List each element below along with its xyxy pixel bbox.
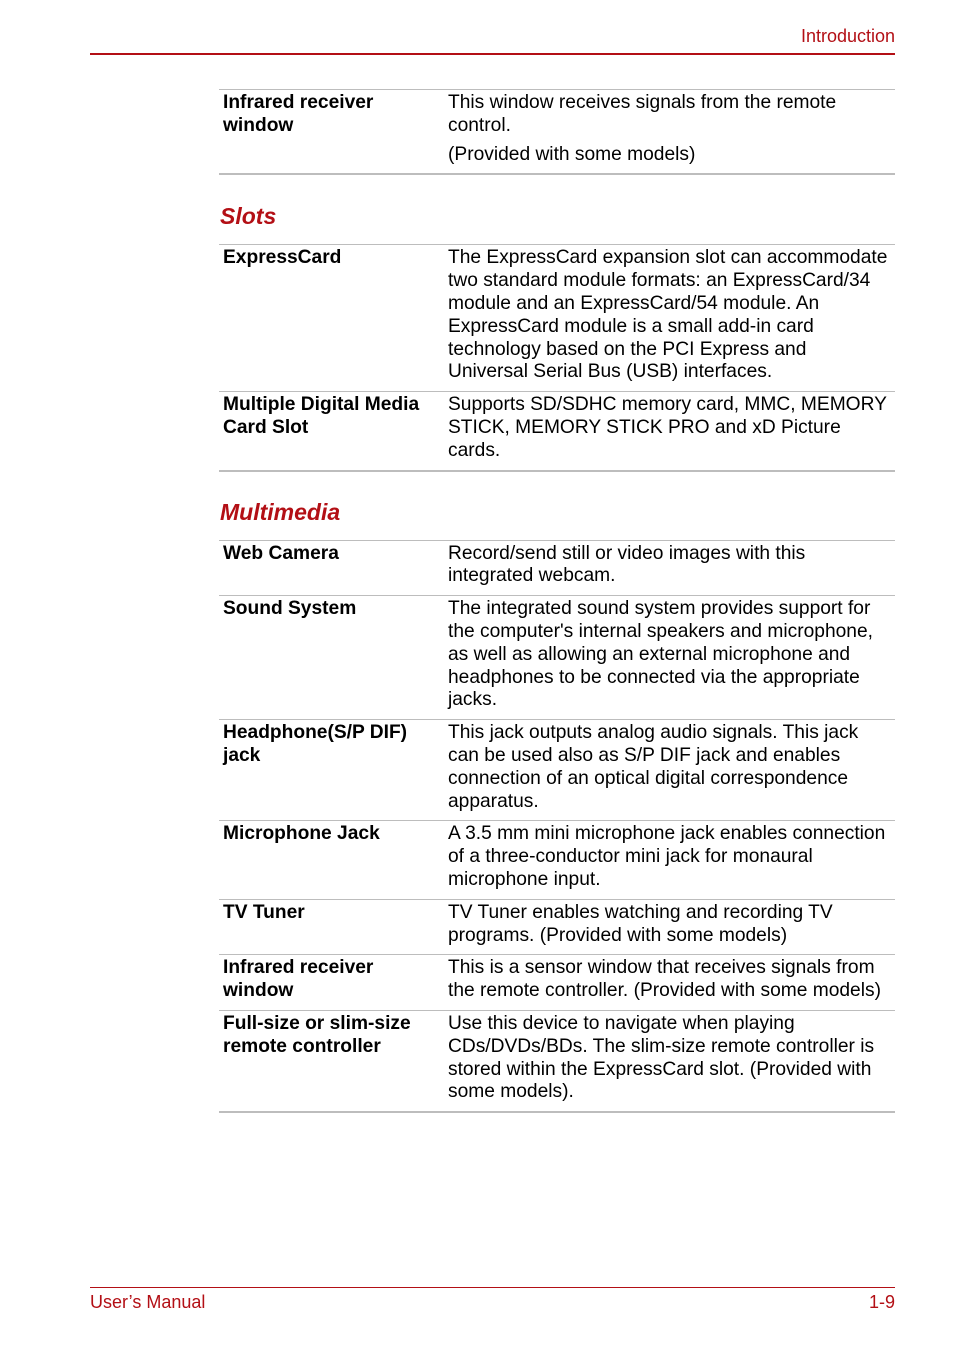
table-row: [219, 540, 895, 596]
header-rule: [90, 53, 895, 55]
footer-rule: [90, 1287, 895, 1288]
section-title-slots: Slots: [220, 203, 277, 230]
description-paragraph: This window receives signals from the remote control.: [448, 92, 837, 136]
page-content: [219, 89, 895, 1113]
table-row: [219, 596, 895, 720]
spec-description: [444, 899, 895, 955]
multimedia-table: [219, 540, 895, 1114]
description-paragraph: Record/send still or video images with this integrated webcam.: [448, 542, 806, 587]
page-number: 1-9: [868, 1292, 895, 1312]
spec-description: [444, 1010, 895, 1112]
description-paragraph: Use this device to navigate when playing CDs/DVDs/BDs. The slim-size remote controller is stored within the ExpressCard slot. (Provided with some models).: [448, 1012, 875, 1103]
description-paragraph: (Provided with some models): [448, 143, 696, 165]
spec-term: Multiple Digital Media Card Slot: [223, 394, 420, 438]
table-row: [219, 90, 895, 175]
table-row: [219, 899, 895, 955]
description-paragraph: The ExpressCard expansion slot can accommodate two standard module formats: an ExpressCard/34 module and an ExpressCard/54 module. An ExpressCard module is a small add-in card technology based on the PCI Express and Universal Serial Bus (USB) interfaces.: [448, 247, 888, 383]
table-row: [219, 720, 895, 821]
table-row: [219, 245, 895, 392]
spec-term: Infrared receiver window: [223, 957, 374, 1002]
spec-term: Headphone(S/P DIF) jack: [223, 722, 408, 766]
spec-term: Sound System: [223, 598, 357, 620]
top-spec-table: [219, 89, 895, 175]
spec-description: [444, 245, 895, 392]
spec-description: [444, 955, 895, 1011]
table-row: [219, 1010, 895, 1112]
slots-table: [219, 244, 895, 471]
spec-term: ExpressCard: [223, 247, 342, 269]
section-title-multimedia: Multimedia: [220, 498, 341, 525]
description-paragraph: This jack outputs analog audio signals. This jack can be used also as S/P DIF jack and enables connection of an optical digital correspondence apparatus.: [448, 722, 859, 812]
spec-description: [444, 90, 895, 175]
spec-description: [444, 720, 895, 821]
spec-term: Infrared receiver window: [223, 92, 374, 136]
spec-description: [444, 596, 895, 720]
spec-description: [444, 540, 895, 596]
spec-description: [444, 392, 895, 471]
spec-term: Full-size or slim-size remote controller: [223, 1012, 411, 1057]
description-paragraph: Supports SD/SDHC memory card, MMC, MEMORY STICK, MEMORY STICK PRO and xD Picture cards.: [448, 394, 887, 461]
table-row: [219, 392, 895, 471]
spec-term: Web Camera: [223, 542, 339, 564]
description-paragraph: The integrated sound system provides support for the computer's internal speakers and microphone, as well as allowing an external microphone and headphones to be connected via the appropriate jacks.: [448, 598, 873, 711]
table-row: [219, 955, 895, 1011]
description-paragraph: A 3.5 mm mini microphone jack enables connection of a three-conductor mini jack for monaural microphone input.: [448, 823, 886, 890]
spec-term: TV Tuner: [223, 901, 305, 923]
description-paragraph: This is a sensor window that receives signals from the remote controller. (Provided with some models): [448, 957, 881, 1002]
table-row: [219, 821, 895, 899]
description-paragraph: TV Tuner enables watching and recording TV programs. (Provided with some models): [448, 901, 833, 946]
footer-manual-title: User’s Manual: [90, 1292, 206, 1312]
spec-description: [444, 821, 895, 899]
running-header: Introduction: [800, 26, 895, 46]
spec-term: Microphone Jack: [223, 823, 380, 845]
